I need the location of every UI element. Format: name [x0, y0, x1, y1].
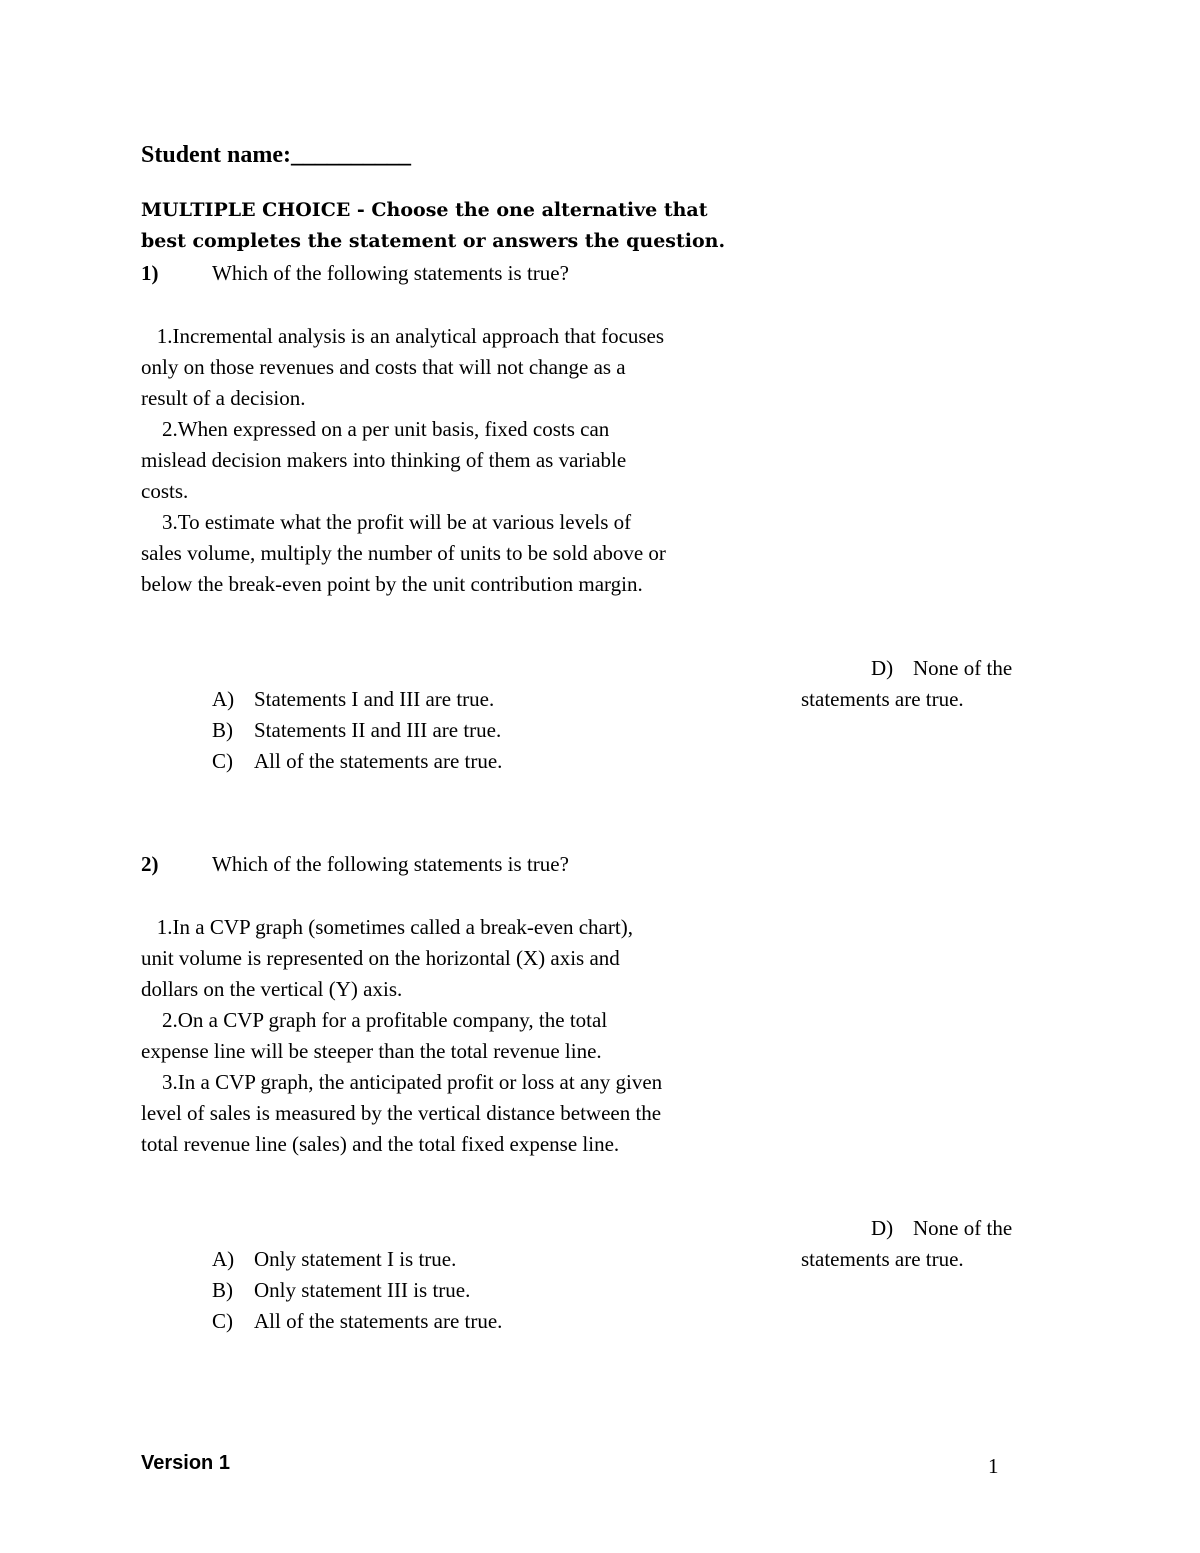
- instructions-line-2: best completes the statement or answers the question.: [141, 230, 726, 252]
- option-a-text: Only statement I is true.: [254, 1247, 457, 1271]
- statement-line: expense line will be steeper than the total revenue line.: [141, 1039, 602, 1063]
- statement-line: result of a decision.: [141, 386, 306, 410]
- option-a-text: Statements I and III are true.: [254, 687, 495, 711]
- option-c-letter: C): [212, 1309, 233, 1333]
- statement-line: unit volume is represented on the horizontal (X) axis and: [141, 946, 620, 970]
- statement-line: level of sales is measured by the vertical distance between the: [141, 1101, 662, 1125]
- statement-line: 1.Incremental analysis is an analytical approach that focuses: [141, 324, 665, 348]
- statement-line: total revenue line (sales) and the total fixed expense line.: [141, 1132, 620, 1156]
- option-d-text: None of the: [913, 656, 1013, 680]
- statement-line: 2.On a CVP graph for a profitable company, the total: [141, 1008, 608, 1032]
- statement-line: only on those revenues and costs that will not change as a: [141, 355, 626, 379]
- statement-line: 3.In a CVP graph, the anticipated profit or loss at any given: [141, 1070, 663, 1094]
- option-b-letter: B): [212, 718, 233, 742]
- statement-line: costs.: [141, 479, 189, 503]
- option-b-text: Statements II and III are true.: [254, 718, 502, 742]
- instructions-line-1: MULTIPLE CHOICE - Choose the one alternative that: [141, 199, 708, 221]
- option-c-text: All of the statements are true.: [254, 749, 503, 773]
- option-d-text-cont: statements are true.: [801, 1247, 964, 1271]
- option-b-letter: B): [212, 1278, 233, 1302]
- statement-line: dollars on the vertical (Y) axis.: [141, 977, 403, 1001]
- question-number: 2): [141, 852, 159, 876]
- question-number: 1): [141, 261, 159, 285]
- footer-version: Version 1: [141, 1452, 230, 1474]
- option-d-letter: D): [871, 1216, 894, 1240]
- option-d-letter: D): [871, 656, 894, 680]
- statement-line: mislead decision makers into thinking of them as variable: [141, 448, 627, 472]
- statement-line: 3.To estimate what the profit will be at various levels of: [141, 510, 632, 534]
- footer-page-number: 1: [988, 1454, 999, 1478]
- option-c-text: All of the statements are true.: [254, 1309, 503, 1333]
- statement-line: 1.In a CVP graph (sometimes called a break-even chart),: [141, 915, 633, 939]
- option-a-letter: A): [212, 687, 235, 711]
- option-a-letter: A): [212, 1247, 235, 1271]
- option-d-text-cont: statements are true.: [801, 687, 964, 711]
- question-prompt: Which of the following statements is true?: [212, 852, 569, 876]
- statement-line: below the break-even point by the unit contribution margin.: [141, 572, 643, 596]
- statement-line: sales volume, multiply the number of units to be sold above or: [141, 541, 666, 565]
- option-d-text: None of the: [913, 1216, 1013, 1240]
- question-prompt: Which of the following statements is true?: [212, 261, 569, 285]
- student-name-field: Student name:__________: [141, 142, 412, 168]
- statement-line: 2.When expressed on a per unit basis, fixed costs can: [141, 417, 610, 441]
- option-c-letter: C): [212, 749, 233, 773]
- option-b-text: Only statement III is true.: [254, 1278, 471, 1302]
